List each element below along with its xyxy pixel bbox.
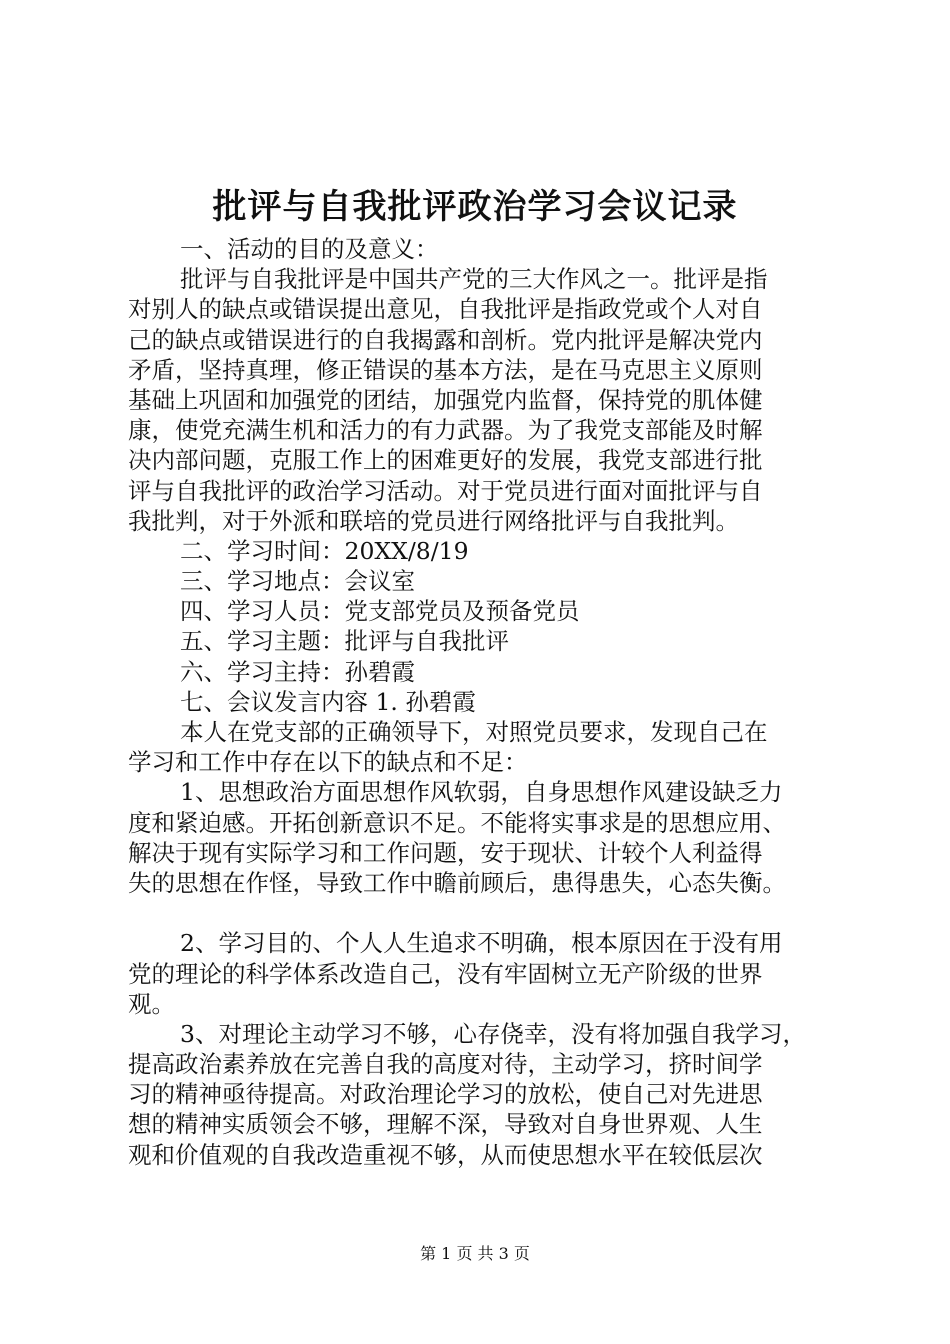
paragraph-line: 3、对理论主动学习不够，心存侥幸，没有将加强自我学习， [180,1019,806,1048]
paragraph-line: 本人在党支部的正确领导下，对照党员要求，发现自己在 [180,718,768,746]
paragraph-line: 评与自我批评的政治学习活动。对于党员进行面对面批评与自 [128,476,763,505]
page-number-footer: 第 1 页 共 3 页 [420,1244,530,1263]
document-title: 批评与自我批评政治学习会议记录 [212,187,738,227]
paragraph-line: 习的精神亟待提高。对政治理论学习的放松，使自己对先进思 [128,1080,763,1109]
paragraph-line: 批评与自我批评是中国共产党的三大作风之一。批评是指 [180,265,768,294]
paragraph-line: 康，使党充满生机和活力的有力武器。为了我党支部能及时解 [128,416,763,445]
paragraph-line: 六、学习主持：孙碧霞 [180,657,415,686]
document-body [128,234,852,1170]
paragraph-line: 五、学习主题：批评与自我批评 [180,627,509,656]
paragraph-line: 我批判，对于外派和联培的党员进行网络批评与自我批判。 [128,506,739,535]
paragraph-line: 学习和工作中存在以下的缺点和不足： [128,748,528,777]
paragraph-line: 矛盾，坚持真理，修正错误的基本方法，是在马克思主义原则 [128,355,763,384]
paragraph-line: 对别人的缺点或错误提出意见，自我批评是指政党或个人对自 [128,295,763,324]
paragraph-line: 观和价值观的自我改造重视不够，从而使思想水平在较低层次 [128,1140,763,1169]
blank-line [128,898,852,928]
paragraph-line: 决内部问题，克服工作上的困难更好的发展，我党支部进行批 [128,446,763,475]
paragraph-line: 度和紧迫感。开拓创新意识不足。不能将实事求是的思想应用、 [128,808,786,837]
paragraph-line: 己的缺点或错误进行的自我揭露和剖析。党内批评是解决党内 [128,325,763,354]
paragraph-line: 观。 [128,989,175,1018]
paragraph-line: 2、学习目的、个人人生追求不明确，根本原因在于没有用 [180,929,783,958]
paragraph-line: 四、学习人员：党支部党员及预备党员 [180,597,580,626]
paragraph-line: 提高政治素养放在完善自我的高度对待，主动学习，挤时间学 [128,1050,763,1079]
paragraph-line: 1、思想政治方面思想作风软弱，自身思想作风建设缺乏力 [180,778,783,807]
paragraph-line: 七、会议发言内容 1. 孙碧霞 [180,687,476,716]
paragraph-line: 想的精神实质领会不够，理解不深，导致对自身世界观、人生 [128,1110,763,1139]
paragraph-line: 基础上巩固和加强党的团结，加强党内监督，保持党的肌体健 [128,385,763,414]
paragraph-line: 二、学习时间：20XX/8/19 [180,536,469,565]
paragraph-line: 解决于现有实际学习和工作问题，安于现状、计较个人利益得 [128,838,763,867]
paragraph-line: 三、学习地点：会议室 [180,567,415,596]
paragraph-line: 失的思想在作怪，导致工作中瞻前顾后，患得患失，心态失衡。 [128,868,786,897]
paragraph-line: 一、活动的目的及意义： [180,235,439,263]
paragraph-line: 党的理论的科学体系改造自己，没有牢固树立无产阶级的世界 [128,959,763,988]
